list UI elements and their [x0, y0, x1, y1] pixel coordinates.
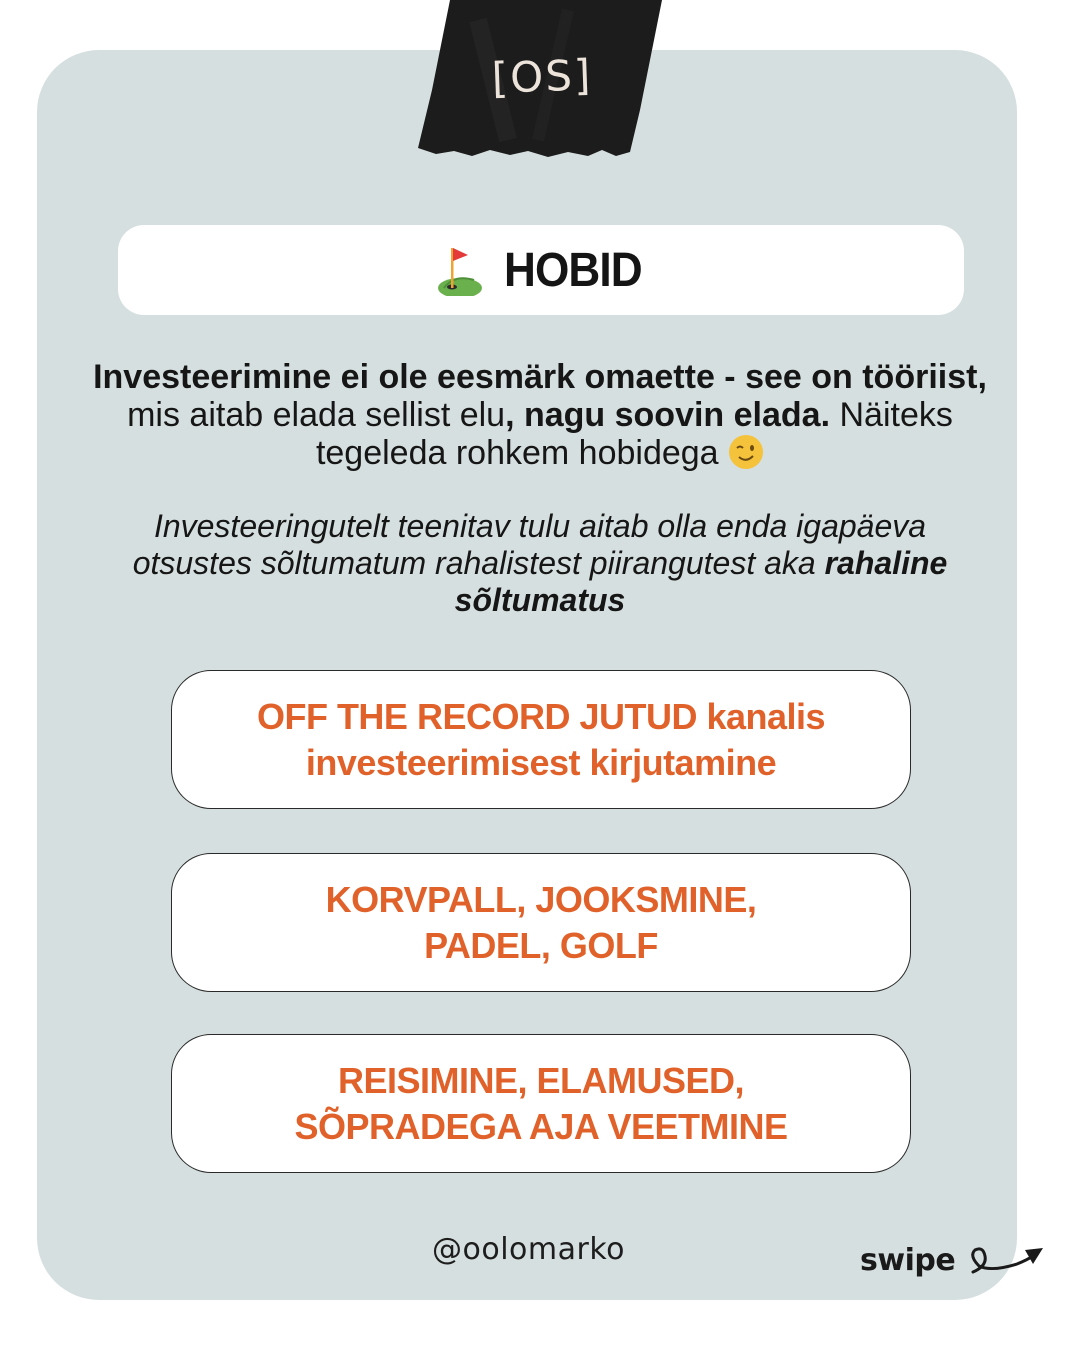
hobby-line: KORVPALL, JOOKSMINE,: [325, 878, 757, 920]
hobby-line: PADEL, GOLF: [424, 924, 658, 966]
intro-paragraph: [90, 358, 990, 472]
hobby-card: [171, 853, 911, 992]
intro-bold-2: , nagu soovin elada.: [505, 396, 831, 434]
hobby-card: [171, 670, 911, 809]
hobby-line: SÕPRADEGA AJA VEETMINE: [294, 1105, 788, 1147]
curly-arrow-right-icon: [955, 1240, 1047, 1280]
swipe-label: swipe: [860, 1242, 956, 1278]
section-title: HOBID: [504, 243, 642, 297]
winking-face-icon: [728, 434, 764, 470]
quote-bold: rahaline sõltumatus: [454, 545, 948, 618]
swipe-hint[interactable]: [860, 1240, 1047, 1280]
slide-number: [OS]: [490, 50, 594, 103]
golf-flag-icon: [434, 244, 486, 296]
section-title-box: [118, 225, 964, 315]
intro-comma: ,: [977, 358, 987, 396]
intro-normal-1: mis aitab elada sellist elu: [127, 396, 506, 434]
quote-normal: Investeeringutelt teenitav tulu aitab olla enda igapäeva otsustes sõltumatum rahalistest piirangutest aka: [132, 508, 927, 581]
author-handle: @oolomarko: [432, 1232, 625, 1267]
intro-normal-2: Näiteks tegeleda rohkem hobidega: [315, 396, 953, 472]
hobby-line: REISIMINE, ELAMUSED,: [337, 1059, 745, 1101]
quote-paragraph: [110, 508, 970, 619]
hobby-card: [171, 1034, 911, 1173]
intro-bold-1: Investeerimine ei ole eesmärk omaette - see on tööriist: [93, 358, 978, 396]
hobby-line: OFF THE RECORD JUTUD kanalis: [256, 695, 826, 737]
hobby-line: investeerimisest kirjutamine: [305, 741, 777, 783]
